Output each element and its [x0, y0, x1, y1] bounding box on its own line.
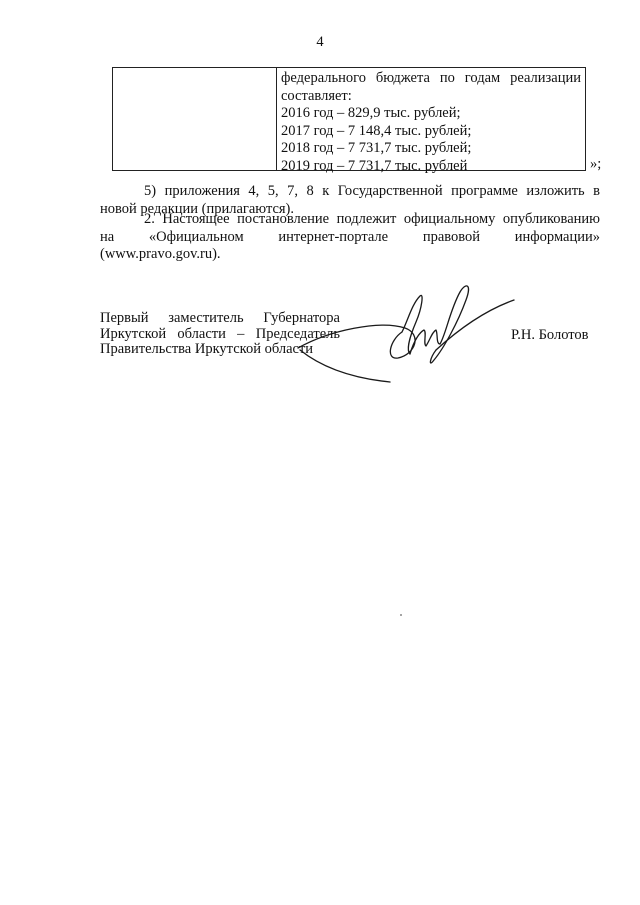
paragraph-line: (www.pravo.gov.ru). [100, 246, 221, 262]
table-line-5: 2018 год – 7 731,7 тыс. рублей; [281, 140, 472, 156]
paragraph-line: на «Официальном интернет-портале правовой информации» [100, 228, 600, 245]
handwritten-signature [290, 270, 520, 400]
quote-closing-mark: »; [590, 156, 602, 172]
signature-stroke-6 [300, 350, 390, 382]
signature-stroke-1 [298, 325, 415, 358]
scan-speck [400, 614, 402, 616]
table-line-3: 2016 год – 829,9 тыс. рублей; [281, 105, 461, 121]
page-number: 4 [316, 34, 324, 50]
signatory-title-line: Правительства Иркутской области [100, 341, 314, 357]
paragraph-line: 5) приложения 4, 5, 7, 8 к Государственной программе изложить в [144, 183, 600, 199]
signature-stroke-2 [402, 295, 422, 354]
table-line-4: 2017 год – 7 148,4 тыс. рублей; [281, 122, 472, 139]
table-line-6: 2019 год – 7 731,7 тыс. рублей [281, 157, 468, 174]
paragraph-publication [100, 211, 600, 264]
signature-stroke-4 [430, 286, 468, 363]
paragraph-line: новой редакции (прилагаются). [100, 200, 295, 217]
paragraph-line: 2. Настоящее постановление подлежит официальному опубликованию [144, 211, 600, 227]
signatory-title-line: Иркутской области – Председатель [100, 325, 340, 342]
signer-name: Р.Н. Болотов [511, 327, 589, 343]
table-line-1: федерального бюджета по годам реализации [281, 70, 581, 86]
program-table [112, 67, 586, 174]
table-column-divider [276, 68, 277, 170]
table-line-2: составляет: [281, 87, 352, 104]
table-right-cell [281, 70, 581, 175]
signatory-title-line: Первый заместитель Губернатора [100, 310, 340, 326]
